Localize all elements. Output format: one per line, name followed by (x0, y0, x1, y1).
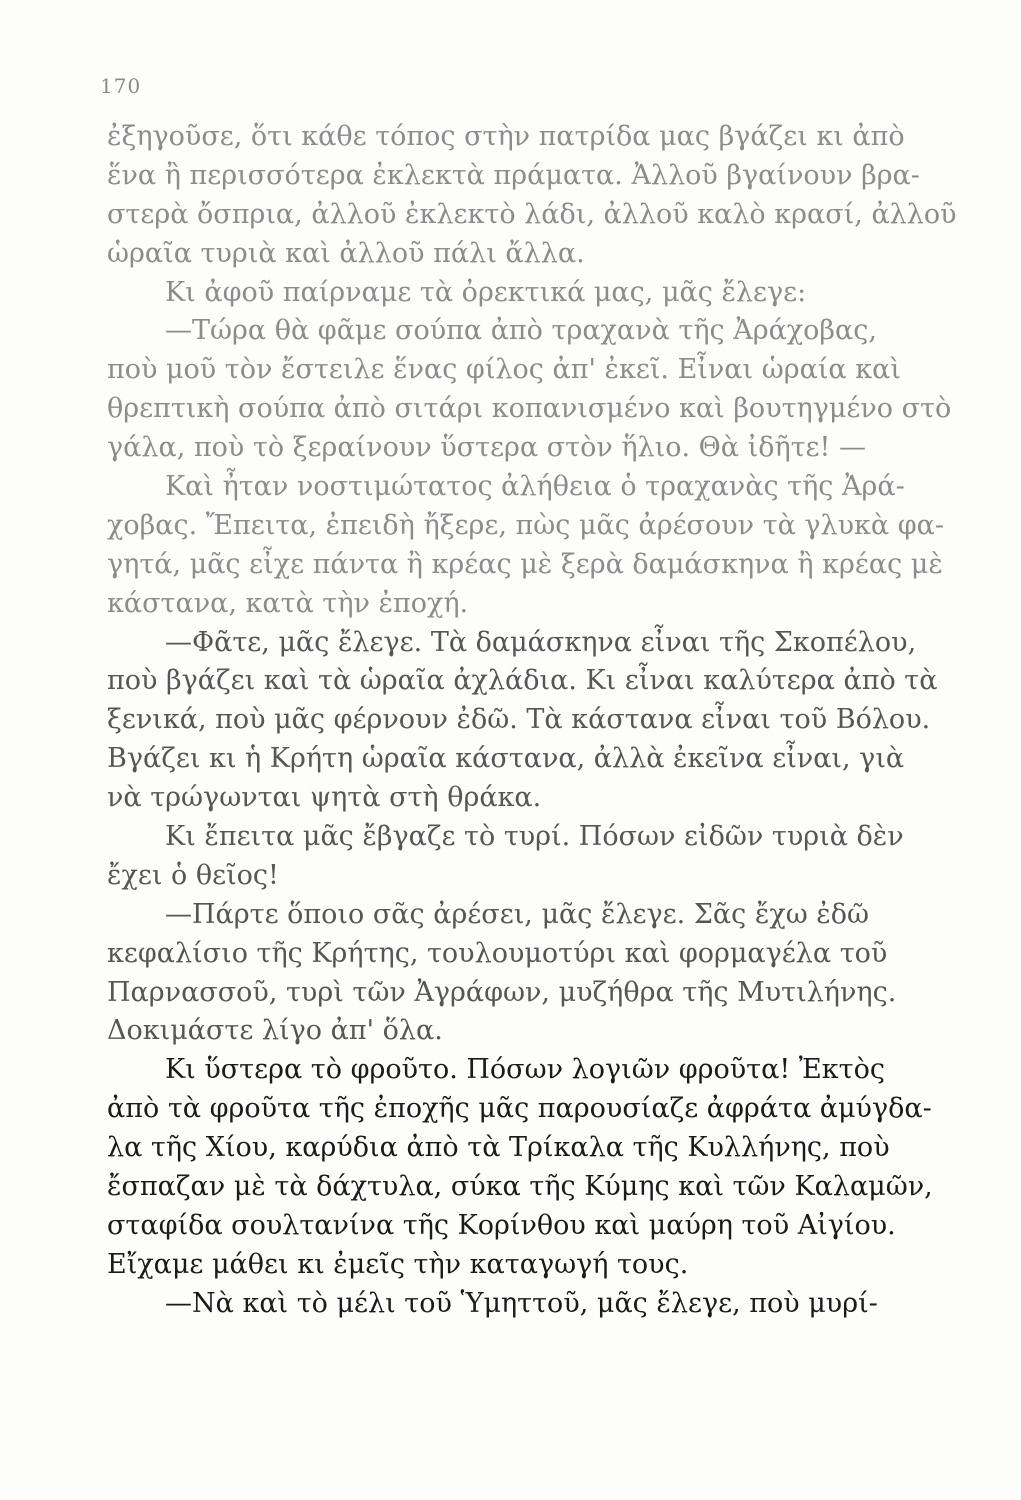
text-line: —Τώρα θὰ φᾶμε σούπα ἀπὸ τραχανὰ τῆς Ἀράχοβας, (165, 315, 877, 347)
text-line: νὰ τρώγωνται ψητὰ στὴ θράκα. (107, 782, 542, 814)
text-line: χοβας. Ἔπειτα, ἐπειδὴ ἤξερε, πὼς μᾶς ἀρέσουν τὰ γλυκὰ φα- (107, 509, 945, 541)
text-line: ἀπὸ τὰ φροῦτα τῆς ἐποχῆς μᾶς παρουσίαζε ἀφράτα ἀμύγδα- (107, 1093, 932, 1125)
text-line: λα τῆς Χίου, καρύδια ἀπὸ τὰ Τρίκαλα τῆς Κυλλήνης, ποὺ (107, 1132, 890, 1164)
page-number: 170 (100, 74, 142, 98)
text-line: ξενικά, ποὺ μᾶς φέρνουν ἐδῶ. Τὰ κάστανα εἶναι τοῦ Βόλου. (107, 704, 931, 736)
text-line: Δοκιμάστε λίγο ἀπ' ὅλα. (107, 1015, 443, 1047)
text-line: Βγάζει κι ἡ Κρήτη ὡραῖα κάστανα, ἀλλὰ ἐκεῖνα εἶναι, γιὰ (107, 743, 905, 775)
text-line: θρεπτικὴ σούπα ἀπὸ σιτάρι κοπανισμένο καὶ βουτηγμένο στὸ (107, 393, 952, 425)
text-line: γάλα, ποὺ τὸ ξεραίνουν ὕστερα στὸν ἥλιο. Θὰ ἰδῆτε! — (107, 432, 866, 464)
text-line: ἐξηγοῦσε, ὅτι κάθε τόπος στὴν πατρίδα μας βγάζει κι ἀπὸ (107, 121, 905, 152)
body-text (107, 118, 962, 1324)
text-line: Καὶ ἦταν νοστιμώτατος ἀλήθεια ὁ τραχανὰς τῆς Ἀρά- (165, 471, 905, 503)
text-line: —Πάρτε ὅποιο σᾶς ἀρέσει, μᾶς ἔλεγε. Σᾶς ἔχω ἐδῶ (165, 898, 870, 930)
text-line: Κι ὕστερα τὸ φροῦτο. Πόσων λογιῶν φροῦτα! Ἐκτὸς (165, 1054, 885, 1086)
text-line: ἔσπαζαν μὲ τὰ δάχτυλα, σύκα τῆς Κύμης καὶ τῶν Καλαμῶν, (107, 1171, 933, 1203)
text-line: Κι ἔπειτα μᾶς ἔβγαζε τὸ τυρί. Πόσων εἰδῶν τυριὰ δὲν (165, 821, 904, 853)
text-line: ποὺ βγάζει καὶ τὰ ὡραῖα ἀχλάδια. Κι εἶναι καλύτερα ἀπὸ τὰ (107, 665, 938, 697)
text-line: στερὰ ὄσπρια, ἀλλοῦ ἐκλεκτὸ λάδι, ἀλλοῦ καλὸ κρασί, ἀλλοῦ (107, 198, 957, 230)
text-line: Παρνασσοῦ, τυρὶ τῶν Ἀγράφων, μυζήθρα τῆς Μυτιλήνης. (107, 976, 897, 1008)
text-line: —Νὰ καὶ τὸ μέλι τοῦ Ὑμηττοῦ, μᾶς ἔλεγε, ποὺ μυρί- (165, 1287, 878, 1319)
text-line: γητά, μᾶς εἶχε πάντα ἢ κρέας μὲ ξερὰ δαμάσκηνα ἢ κρέας μὲ (107, 548, 943, 580)
text-line: κεφαλίσιο τῆς Κρήτης, τουλουμοτύρι καὶ φορμαγέλα τοῦ (107, 937, 888, 969)
text-line: ἔχει ὁ θεῖος! (107, 859, 279, 891)
text-line: Εἴχαμε μάθει κι ἐμεῖς τὴν καταγωγή τους. (107, 1248, 689, 1280)
text-line: ἕνα ἢ περισσότερα ἐκλεκτὰ πράματα. Ἀλλοῦ βγαίνουν βρα- (107, 159, 920, 191)
text-line: ποὺ μοῦ τὸν ἔστειλε ἕνας φίλος ἀπ' ἐκεῖ. Εἶναι ὡραία καὶ (107, 354, 901, 386)
text-line: σταφίδα σουλτανίνα τῆς Κορίνθου καὶ μαύρη τοῦ Αἰγίου. (107, 1209, 896, 1241)
text-line: ὡραῖα τυριὰ καὶ ἀλλοῦ πάλι ἄλλα. (107, 237, 585, 269)
text-line: Κι ἀφοῦ παίρναμε τὰ ὀρεκτικά μας, μᾶς ἔλεγε: (165, 276, 807, 308)
text-line: —Φᾶτε, μᾶς ἔλεγε. Τὰ δαμάσκηνα εἶναι τῆς Σκοπέλου, (165, 626, 917, 658)
text-line: κάστανα, κατὰ τὴν ἐποχή. (107, 587, 469, 619)
